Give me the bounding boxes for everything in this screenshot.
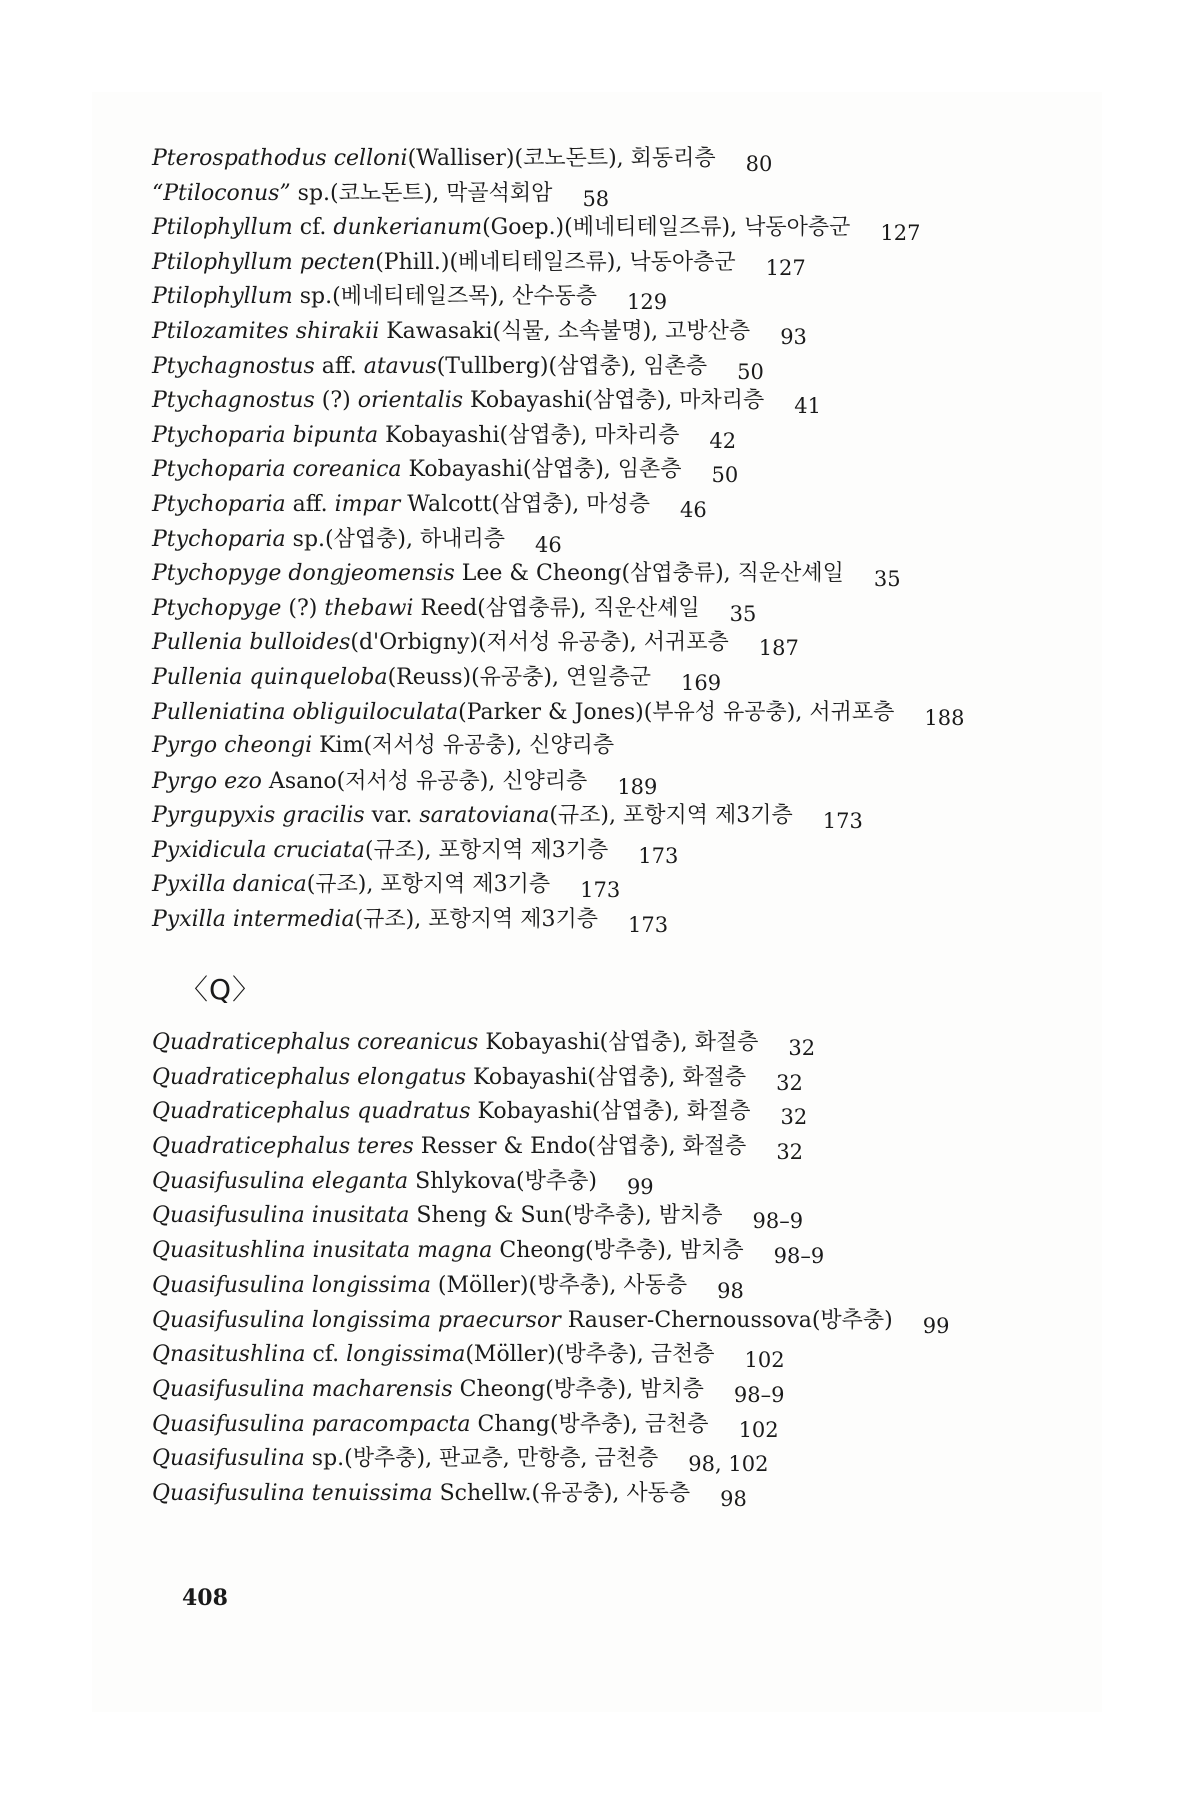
entry-description: (유공충), 사동층 [531, 1480, 691, 1506]
page-reference: 98–9 [752, 1209, 804, 1234]
taxon-name: Quasifusulina inusitata [152, 1203, 410, 1229]
entry-description: (유공충), 연일층군 [471, 664, 652, 690]
entry-description: (삼엽충), 임촌층 [522, 457, 682, 483]
page-reference: 99 [922, 1313, 950, 1338]
taxon-author: Kobayashi [470, 1099, 592, 1125]
index-entry [152, 314, 1112, 349]
index-entry [152, 833, 1112, 868]
taxon-name: Quadraticephalus elongatus [152, 1064, 467, 1090]
taxon-name: Qnasitushlina [152, 1342, 306, 1368]
taxon-author: Rauser-Chernoussova [560, 1307, 812, 1333]
taxon-name: Pyxilla danica [152, 872, 307, 898]
entry-description: (규조), 포항지역 제3기층 [549, 803, 793, 829]
taxon-name: Quasifusulina longissima praecursor [152, 1307, 561, 1333]
entry-description: (삼엽충), 마차리층 [499, 422, 680, 448]
page-reference: 41 [794, 394, 822, 419]
index-entry [152, 798, 1112, 833]
index-entry [152, 1060, 1112, 1095]
page-reference: 50 [737, 359, 764, 384]
taxon-author-secondary: Walcott [400, 491, 492, 517]
index-entry [152, 1094, 1112, 1129]
entry-description: (규조), 포항지역 제3기층 [306, 872, 551, 898]
index-entry [152, 729, 1112, 764]
taxon-name-secondary: longissima [346, 1342, 466, 1368]
taxon-name: Ptychopyge [152, 595, 282, 621]
entry-description: (삼엽충류), 직운산셰일 [477, 595, 700, 621]
taxon-name: Pyrgupyxis gracilis [152, 803, 365, 829]
page-reference: 98–9 [773, 1244, 825, 1269]
page-reference: 98–9 [733, 1382, 785, 1407]
taxon-name: Ptilophyllum [152, 284, 293, 310]
index-entry [152, 383, 1112, 418]
taxon-author: sp. [292, 284, 333, 310]
section-p-entries [152, 141, 1112, 937]
taxon-name-secondary: orientalis [357, 388, 464, 414]
taxon-name: Quasifusulina paracompacta [152, 1411, 471, 1437]
index-entry [152, 1164, 1112, 1199]
entry-description: (삼엽충), 마차리층 [584, 388, 765, 414]
section-q-entries [152, 1025, 1112, 1511]
taxon-name: Quasifusulina longissima [152, 1272, 431, 1298]
taxon-author: Resser & Endo [413, 1134, 588, 1160]
taxon-name: Pullenia quinqueloba [152, 664, 388, 690]
taxon-author: (Walliser) [407, 146, 515, 171]
page-reference: 173 [638, 843, 679, 868]
index-entry [152, 176, 1112, 211]
page-reference: 98 [720, 1486, 747, 1511]
page-reference: 46 [534, 532, 562, 557]
entry-description: (삼엽충류), 직운산셰일 [621, 561, 844, 587]
page-reference: 35 [729, 601, 757, 626]
taxon-author: Chang [470, 1411, 550, 1437]
index-entry [152, 1407, 1112, 1442]
taxon-author: var. [364, 803, 420, 829]
entry-description: (코노돈트), 회동리층 [514, 146, 716, 171]
page-reference: 173 [822, 809, 863, 834]
page-reference: 32 [788, 1036, 816, 1060]
taxon-author: Sheng & Sun [409, 1203, 564, 1229]
section-heading-q: 〈Q〉 [180, 973, 262, 1006]
taxon-name: Quadraticephalus coreanicus [152, 1030, 479, 1055]
taxon-author: (Phill.) [375, 249, 450, 275]
entry-description: (베네티테일즈목), 산수동층 [332, 284, 598, 310]
taxon-author: (?) [314, 388, 358, 414]
index-entry [152, 867, 1112, 902]
taxon-name: Quasitushlina inusitata magna [152, 1238, 493, 1264]
page-reference: 32 [776, 1140, 804, 1165]
index-entry [152, 695, 1112, 730]
page-reference: 102 [744, 1348, 785, 1373]
entry-description: (규조), 포항지역 제3기층 [364, 837, 609, 863]
page-reference: 98 [717, 1278, 744, 1303]
taxon-name: Ptilophyllum pecten [152, 249, 376, 275]
taxon-author: Asano [261, 768, 337, 794]
page-reference: 127 [765, 255, 806, 280]
taxon-author: Kim [312, 733, 364, 759]
index-entry [152, 556, 1112, 591]
entry-description: (삼엽충), 화절층 [587, 1134, 747, 1160]
entry-description: (베네티테일즈류), 낙동아층군 [449, 249, 736, 275]
index-entry [152, 245, 1112, 280]
taxon-author: Kobayashi [401, 457, 523, 483]
taxon-author-secondary: Reed [413, 595, 478, 621]
index-entry [152, 1268, 1112, 1303]
taxon-name-secondary: saratoviana [419, 803, 550, 829]
entry-description: (삼엽충), 임촌층 [548, 353, 708, 379]
taxon-author: (?) [281, 595, 325, 621]
entry-description: (코노돈트), 막골석회암 [330, 180, 553, 206]
taxon-name-secondary: impar [334, 491, 401, 517]
page-reference: 32 [780, 1105, 808, 1130]
taxon-name: Ptilophyllum [152, 215, 293, 241]
page-reference: 99 [626, 1174, 654, 1199]
taxon-author: (d'Orbigny) [350, 630, 479, 656]
taxon-author: cf. [305, 1342, 347, 1368]
taxon-name: Ptilozamites shirakii [152, 318, 380, 344]
page-reference: 187 [758, 636, 799, 661]
index-entry [152, 591, 1112, 626]
taxon-author: Kawasaki [379, 318, 493, 344]
entry-description: (식물, 소속불명), 고방산층 [492, 318, 751, 344]
taxon-author: Kobayashi [378, 422, 500, 448]
entry-description: (베네티테일즈류), 낙동아층군 [564, 215, 851, 241]
entry-description: (저서성 유공충), 신양리층 [363, 733, 615, 759]
page-reference: 102 [738, 1417, 779, 1442]
entry-description: (저서성 유공충), 서귀포층 [478, 630, 729, 656]
entry-description: (규조), 포항지역 제3기층 [354, 907, 598, 933]
index-entry [152, 764, 1112, 799]
page-reference: 169 [681, 670, 722, 695]
page-reference: 93 [780, 324, 807, 349]
index-entry [152, 349, 1112, 384]
index-entry [152, 452, 1112, 487]
index-entry [152, 1129, 1112, 1164]
entry-description: (방추충), 판교층, 만항층, 금천층 [344, 1446, 659, 1472]
entry-description: (방추충), 금천층 [549, 1411, 709, 1437]
index-entry [152, 1372, 1112, 1407]
index-entry [152, 1025, 1112, 1060]
index-entry [152, 141, 1112, 176]
taxon-author: Kobayashi [478, 1030, 600, 1055]
taxon-author: Cheong [492, 1238, 585, 1264]
index-entry [152, 487, 1112, 522]
index-entry [152, 1337, 1112, 1372]
taxon-name: Quasifusulina tenuissima [152, 1480, 433, 1506]
taxon-author: cf. [292, 215, 334, 241]
taxon-name: Pyxilla intermedia [152, 907, 355, 933]
page-reference: 46 [680, 497, 707, 522]
entry-description: (방추충), 밤치층 [545, 1376, 704, 1402]
taxon-author-secondary: (Möller) [465, 1342, 556, 1368]
taxon-name: “Ptiloconus” [152, 180, 291, 206]
taxon-author: sp. [304, 1446, 345, 1472]
taxon-name: Ptychoparia bipunta [152, 422, 379, 448]
taxon-author: Lee & Cheong [454, 561, 622, 587]
taxon-name: Quadraticephalus teres [152, 1134, 414, 1160]
page-reference: 129 [627, 290, 668, 315]
entry-description: (방추충) [811, 1307, 893, 1333]
index-entry [152, 1233, 1112, 1268]
page-reference: 189 [617, 774, 658, 799]
page-reference: 173 [580, 878, 621, 903]
index-entry [152, 902, 1112, 937]
entry-description: (삼엽충), 화절층 [587, 1064, 747, 1090]
taxon-name: Ptychoparia coreanica [152, 457, 402, 483]
taxon-name: Quasifusulina macharensis [152, 1376, 453, 1402]
taxon-author: Cheong [452, 1376, 546, 1402]
page-reference: 127 [880, 221, 921, 246]
taxon-author-secondary: (Tullberg) [436, 353, 549, 379]
entry-description: (삼엽충), 하내리층 [325, 526, 505, 552]
page-reference: 32 [776, 1070, 803, 1095]
entry-description: (방추충), 밤치층 [584, 1238, 744, 1264]
taxon-name-secondary: dunkerianum [333, 215, 483, 241]
entry-description: (삼엽충), 마성층 [491, 491, 651, 517]
taxon-author: Schellw. [432, 1480, 532, 1506]
taxon-author: sp. [290, 180, 331, 206]
entry-description: (방추충), 금천층 [555, 1342, 715, 1368]
taxon-author: (Parker & Jones) [458, 699, 644, 725]
taxon-name: Quasifusulina eleganta [152, 1168, 409, 1194]
taxon-name: Ptychoparia [152, 491, 286, 517]
taxon-name: Pyrgo ezo [152, 768, 262, 794]
taxon-author-secondary: Kobayashi [463, 388, 585, 414]
taxon-name: Pyxidicula cruciata [152, 837, 365, 863]
page-reference: 50 [711, 463, 739, 488]
index-entry [152, 1476, 1112, 1511]
index-entry [152, 279, 1112, 314]
index-entry [152, 625, 1112, 660]
page-reference: 98, 102 [688, 1452, 769, 1477]
taxon-name: Quasifusulina [152, 1446, 305, 1472]
taxon-author: Kobayashi [466, 1064, 588, 1090]
taxon-name: Pulleniatina obliguiloculata [152, 699, 459, 725]
taxon-name-secondary: thebawi [324, 595, 414, 621]
entry-description: (저서성 유공충), 신양리층 [336, 768, 588, 794]
entry-description: (방추충), 사동층 [528, 1272, 688, 1298]
taxon-author: sp. [285, 526, 326, 552]
entry-description: (방추충) [516, 1168, 597, 1194]
page-reference: 188 [924, 705, 965, 730]
taxon-name-secondary: atavus [363, 353, 437, 379]
page-reference: 35 [873, 567, 901, 592]
page-reference: 173 [627, 913, 669, 938]
taxon-name: Pyrgo cheongi [152, 733, 313, 759]
taxon-name: Ptychagnostus [152, 353, 315, 379]
index-entry [152, 418, 1112, 453]
taxon-name: Pullenia bulloides [152, 630, 351, 656]
taxon-name: Ptychagnostus [152, 388, 315, 414]
entry-description: (방추충), 밤치층 [563, 1203, 723, 1229]
index-entry [152, 210, 1112, 245]
taxon-name: Ptychopyge dongjeomensis [152, 561, 455, 587]
taxon-author: aff. [314, 353, 364, 379]
index-entry [152, 1303, 1112, 1338]
index-entry [152, 522, 1112, 557]
index-entry [152, 1441, 1112, 1476]
index-entry [152, 660, 1112, 695]
page-number: 408 [182, 1585, 228, 1611]
entry-description: (삼엽충), 화절층 [599, 1030, 759, 1055]
page-reference: 42 [709, 428, 737, 453]
index-entry [152, 1198, 1112, 1233]
taxon-author: (Reuss) [387, 664, 472, 690]
entry-description: (삼엽충), 화절층 [591, 1099, 751, 1125]
page-reference: 80 [745, 152, 773, 176]
taxon-author: aff. [285, 491, 335, 517]
entry-description: (부유성 유공충), 서귀포층 [643, 699, 895, 725]
taxon-name: Quadraticephalus quadratus [152, 1099, 471, 1125]
taxon-author: Shlykova [408, 1168, 516, 1194]
taxon-author-secondary: (Goep.) [482, 215, 565, 241]
page-reference: 58 [582, 186, 610, 211]
taxon-name: Ptychoparia [152, 526, 286, 552]
taxon-author: (Möller) [430, 1272, 529, 1298]
taxon-name: Pterospathodus celloni [152, 146, 408, 171]
